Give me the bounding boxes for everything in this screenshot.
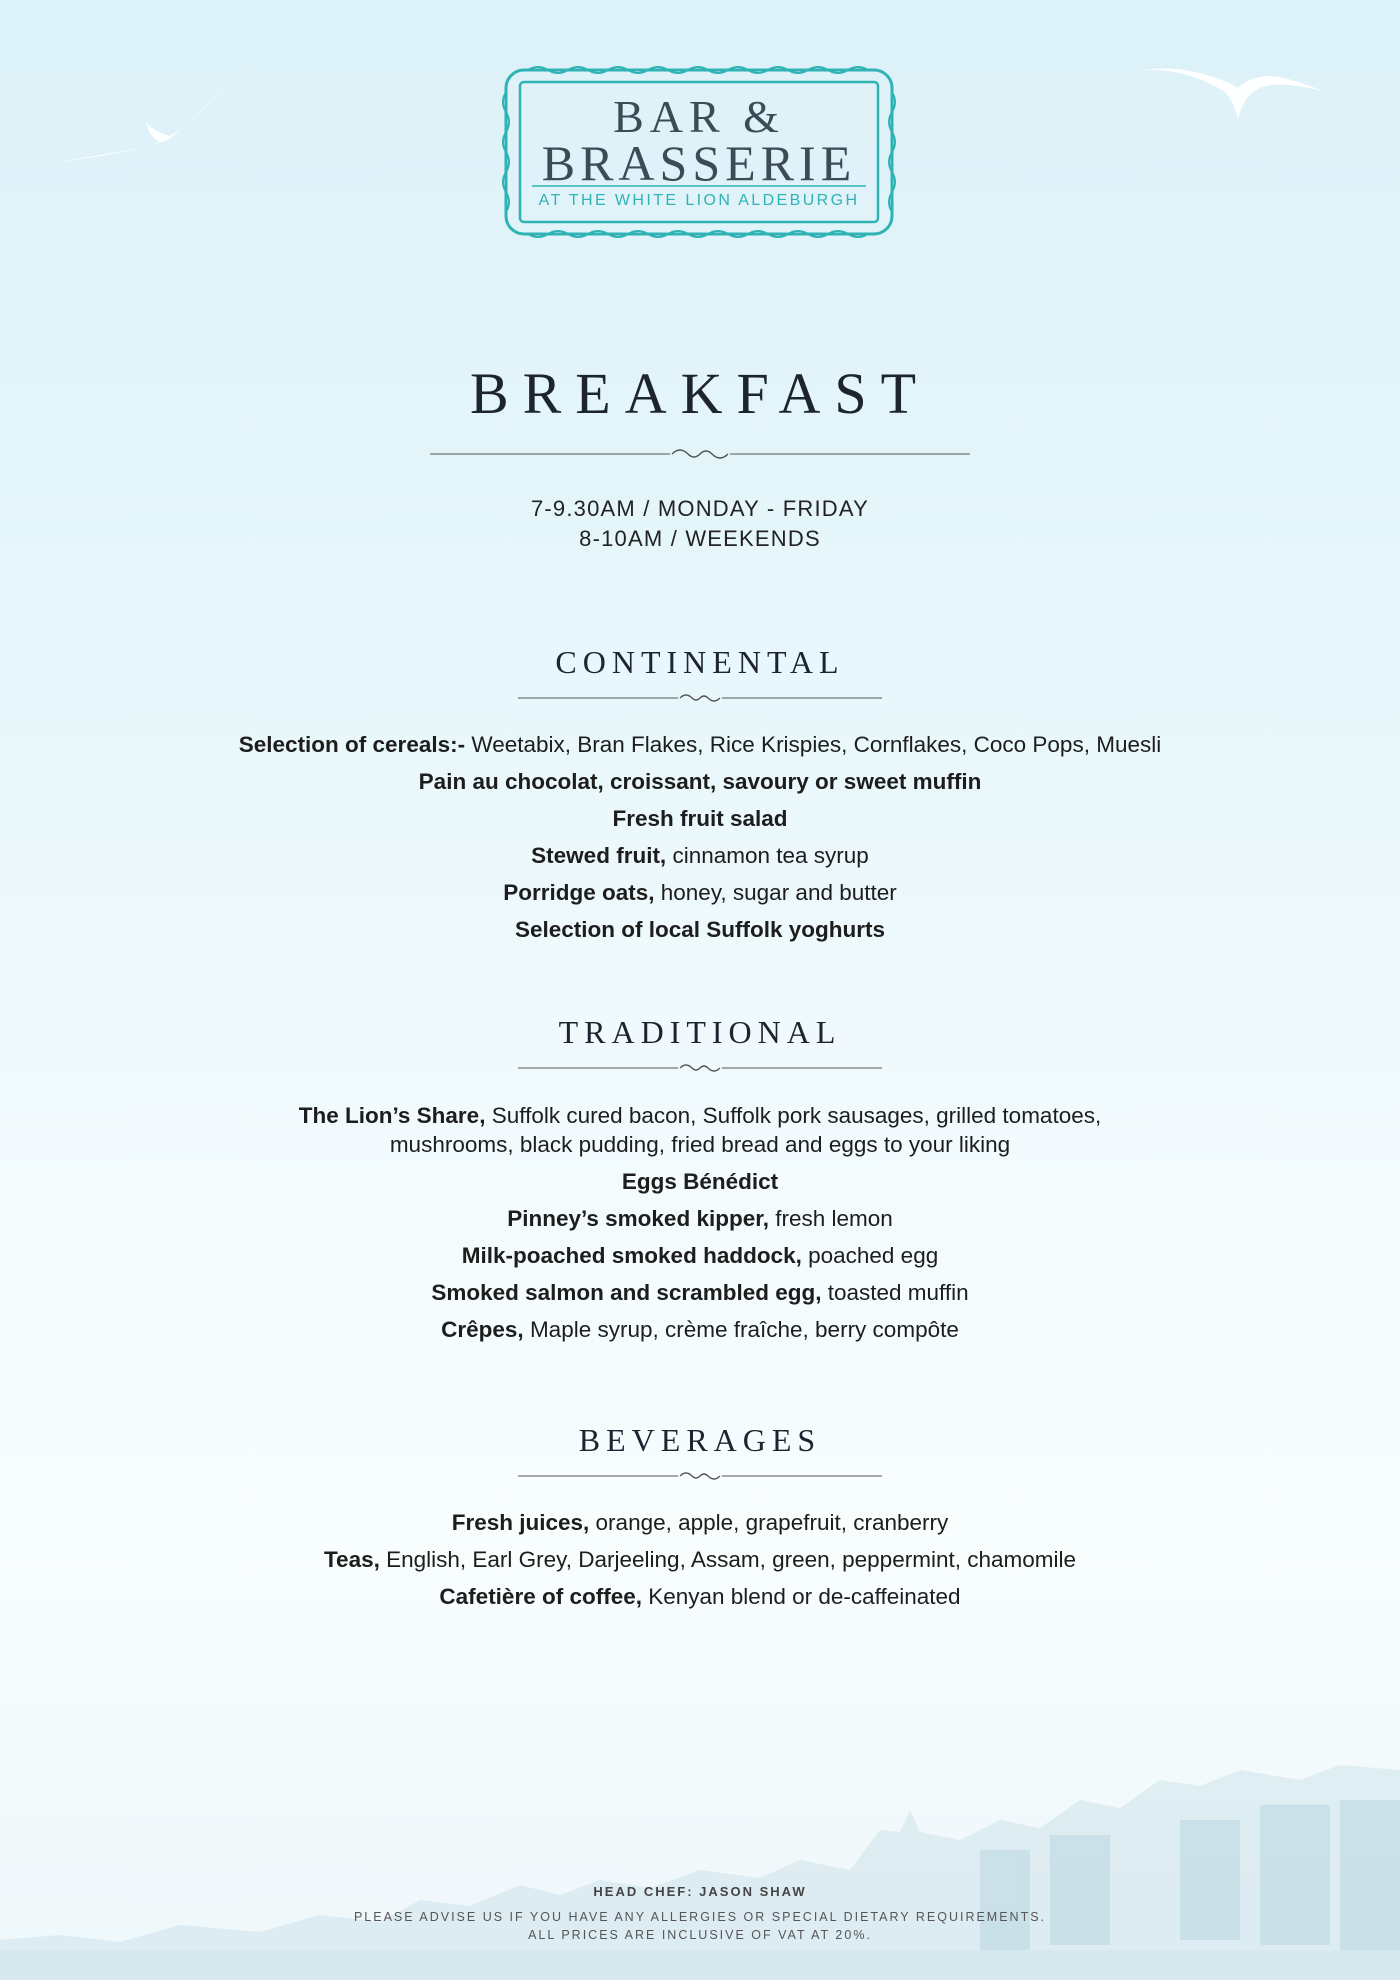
list-item: Stewed fruit, cinnamon tea syrup — [531, 843, 869, 868]
logo-line-1: BAR & — [613, 91, 785, 142]
beverages-items — [0, 1508, 1400, 1619]
allergy-notice — [0, 1908, 1400, 1944]
logo-subline: AT THE WHITE LION ALDEBURGH — [538, 192, 860, 209]
list-item: Milk-poached smoked haddock, poached egg — [461, 1243, 939, 1268]
logo-line-2: BRASSERIE — [541, 135, 857, 191]
list-item: Cafetière of coffee, Kenyan blend or de-caffeinated — [439, 1584, 961, 1609]
list-item: Teas, English, Earl Grey, Darjeeling, Assam, green, peppermint, chamomile — [323, 1547, 1076, 1572]
section-title-beverages: BEVERAGES — [578, 1422, 822, 1458]
list-item: The Lion’s Share, Suffolk cured bacon, Suffolk pork sausages, grilled tomatoes, mushrooms, black pudding, fried bread and eggs to your liking — [298, 1103, 1102, 1157]
section-title-traditional: TRADITIONAL — [558, 1014, 842, 1050]
list-item: Smoked salmon and scrambled egg, toasted muffin — [431, 1280, 969, 1305]
section-divider-icon — [518, 1467, 882, 1485]
list-item: Pain au chocolat, croissant, savoury or sweet muffin — [418, 769, 982, 794]
brand-logo — [498, 62, 900, 242]
list-item: Fresh juices, orange, apple, grapefruit, cranberry — [451, 1510, 949, 1535]
vat-notice-line: ALL PRICES ARE INCLUSIVE OF VAT AT 20%. — [528, 1928, 872, 1942]
section-divider-icon — [518, 689, 882, 707]
list-item: Crêpes, Maple syrup, crème fraîche, berry compôte — [441, 1317, 959, 1342]
allergy-notice-line: PLEASE ADVISE US IF YOU HAVE ANY ALLERGIES OR SPECIAL DIETARY REQUIREMENTS. — [353, 1910, 1047, 1924]
hours-weekday: 7-9.30AM / MONDAY - FRIDAY — [530, 496, 870, 521]
page-title: BREAKFAST — [469, 361, 931, 426]
title-divider-icon — [430, 444, 970, 464]
head-chef-credit: HEAD CHEF: JASON SHAW — [593, 1884, 807, 1899]
list-item: Porridge oats, honey, sugar and butter — [503, 880, 897, 905]
traditional-items — [0, 1101, 1400, 1352]
list-item: Selection of cereals:- Weetabix, Bran Flakes, Rice Krispies, Cornflakes, Coco Pops, Muesli — [238, 732, 1162, 757]
list-item: Eggs Bénédict — [621, 1169, 779, 1194]
seagull-right-icon — [1138, 62, 1328, 132]
list-item: Fresh fruit salad — [612, 806, 788, 831]
section-divider-icon — [518, 1059, 882, 1077]
continental-items — [0, 730, 1400, 952]
seagull-left-icon — [60, 62, 250, 172]
list-item: Pinney’s smoked kipper, fresh lemon — [507, 1206, 893, 1231]
section-title-continental: CONTINENTAL — [555, 644, 845, 680]
hours-weekend: 8-10AM / WEEKENDS — [579, 526, 821, 551]
list-item: Selection of local Suffolk yoghurts — [514, 917, 886, 942]
